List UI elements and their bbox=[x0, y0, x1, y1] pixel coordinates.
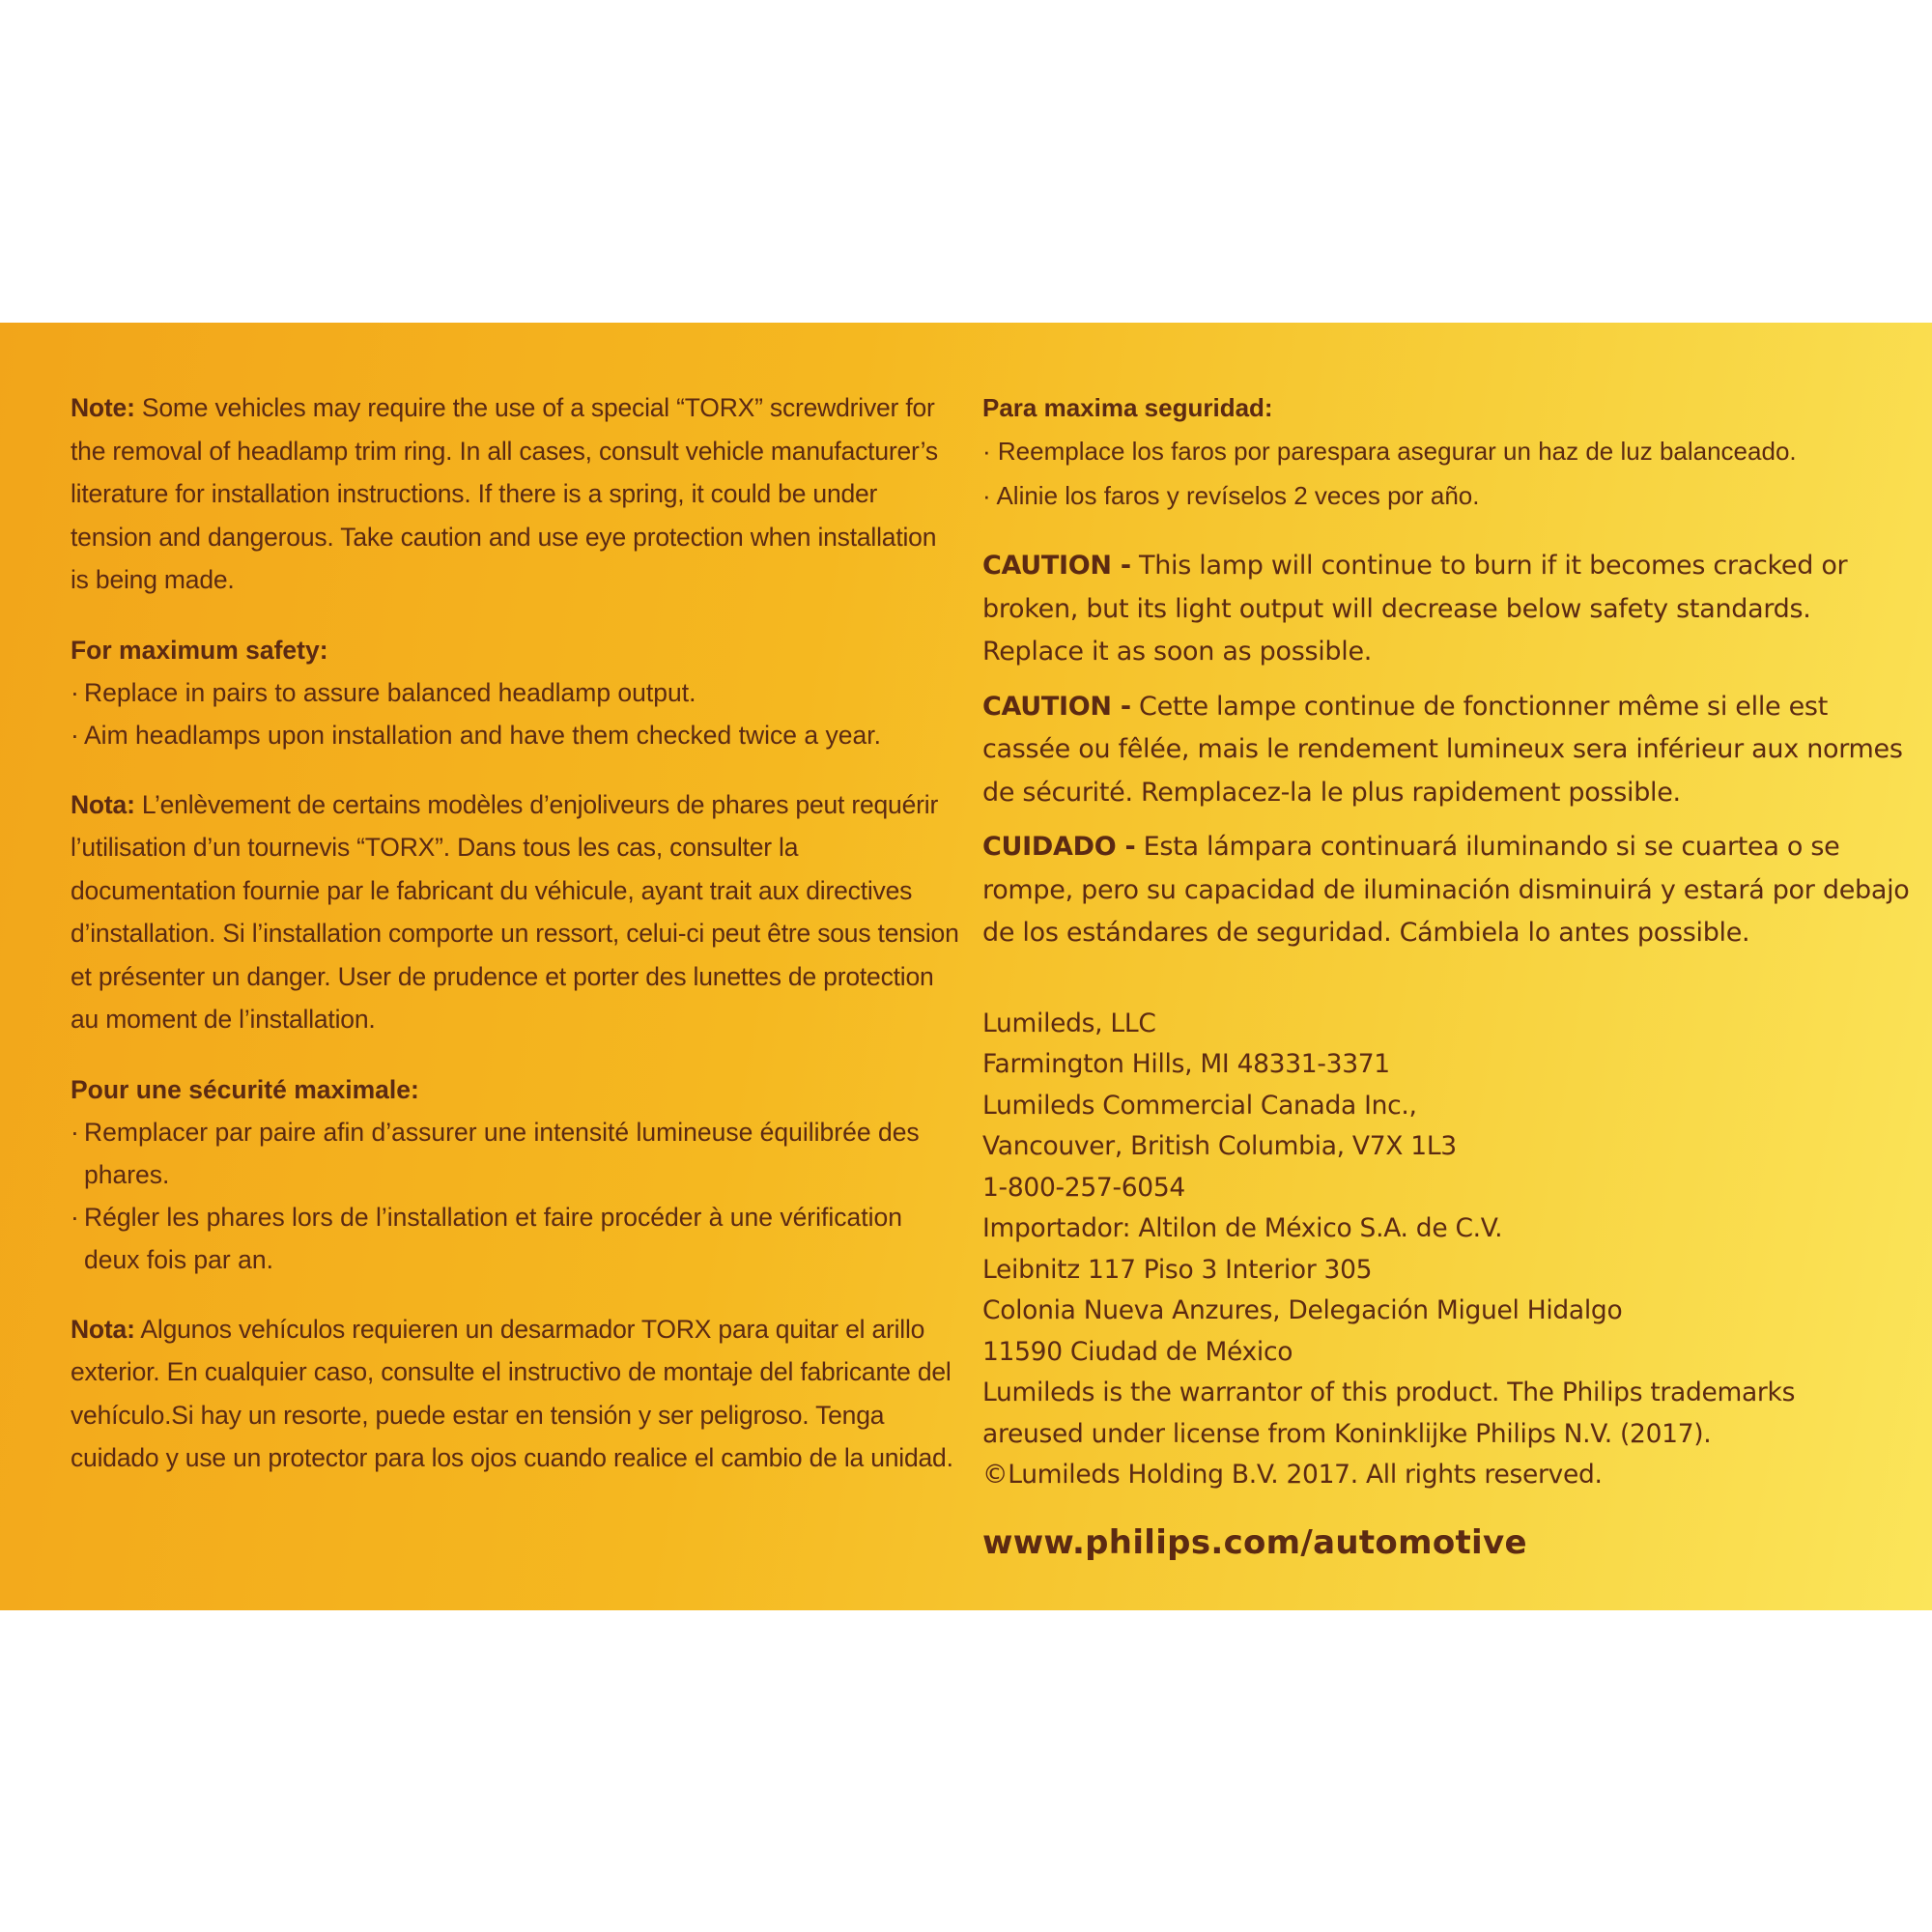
address-line: Vancouver, British Columbia, V7X 1L3 bbox=[982, 1131, 1457, 1161]
spacer bbox=[71, 1281, 959, 1308]
address-line: 11590 Ciudad de México bbox=[982, 1336, 1293, 1367]
phone-number: 1-800-257-6054 bbox=[982, 1172, 1185, 1203]
website-link[interactable]: www.philips.com/automotive bbox=[982, 1522, 1527, 1562]
caution-french bbox=[982, 686, 1910, 815]
spacer bbox=[71, 602, 959, 629]
spacer bbox=[982, 955, 1910, 1004]
safety-english-item: · Replace in pairs to assure balanced headlamp output. bbox=[71, 677, 696, 707]
company-address-block bbox=[982, 1004, 1910, 1496]
cuidado-spanish-text: Esta lámpara continuará iluminando si se cuartea o se rompe, pero su capacidad de iluminación disminuirá y estará por debajo de los estándares de seguridad. Cámbiela lo antes possible. bbox=[982, 832, 1910, 948]
right-column bbox=[982, 386, 1910, 1562]
cuidado-spanish-lead: CUIDADO - bbox=[982, 832, 1136, 862]
address-line: Lumileds, LLC bbox=[982, 1008, 1156, 1038]
spacer bbox=[982, 674, 1910, 686]
safety-french-item: · Régler les phares lors de l’installation et faire procéder à une vérification deux fois par an. bbox=[71, 1202, 902, 1274]
safety-english-heading: For maximum safety: bbox=[71, 635, 328, 665]
warranty-line: areused under license from Koninklijke Philips N.V. (2017). bbox=[982, 1418, 1712, 1449]
spacer bbox=[71, 756, 959, 783]
caution-french-text: Cette lampe continue de fonctionner même si elle est cassée ou fêlée, mais le rendement lumineux sera inférieur aux normes de sécurité. Remplacez-la le plus rapidement possible. bbox=[982, 691, 1903, 808]
note-french-lead: Nota: bbox=[71, 789, 135, 819]
note-english bbox=[71, 386, 959, 602]
note-english-text: Some vehicles may require the use of a special “TORX” screwdriver for the removal of headlamp trim ring. In all cases, consult vehicle manufacturer’s literature for installation instructions. If there is a spring, it could be under tension and dangerous. Take caution and use eye protection when installation is being made. bbox=[71, 393, 938, 594]
note-french bbox=[71, 783, 959, 1041]
address-line: Lumileds Commercial Canada Inc., bbox=[982, 1090, 1417, 1121]
cuidado-spanish bbox=[982, 826, 1910, 955]
address-line: Colonia Nueva Anzures, Delegación Miguel Hidalgo bbox=[982, 1295, 1623, 1325]
address-line: Farmington Hills, MI 48331-3371 bbox=[982, 1049, 1390, 1079]
caution-english-text: This lamp will continue to burn if it becomes cracked or broken, but its light output will decrease below safety standards. Replace it as soon as possible. bbox=[982, 551, 1848, 667]
copyright-line: ©Lumileds Holding B.V. 2017. All rights reserved. bbox=[982, 1460, 1603, 1490]
note-spanish bbox=[71, 1308, 959, 1480]
safety-spanish-item: · Reemplace los faros por parespara asegurar un haz de luz balanceado. bbox=[982, 437, 1797, 466]
note-spanish-lead: Nota: bbox=[71, 1314, 135, 1344]
spacer bbox=[982, 518, 1910, 545]
left-column bbox=[71, 386, 959, 1480]
warranty-line: Lumileds is the warrantor of this product. The Philips trademarks bbox=[982, 1378, 1796, 1407]
caution-french-lead: CAUTION - bbox=[982, 691, 1131, 722]
safety-french-item: · Remplacer par paire afin d’assurer une intensité lumineuse équilibrée des phares. bbox=[71, 1117, 920, 1189]
instruction-sheet bbox=[0, 323, 1932, 1610]
address-line: Leibnitz 117 Piso 3 Interior 305 bbox=[982, 1254, 1373, 1285]
safety-spanish-heading: Para maxima seguridad: bbox=[982, 393, 1273, 422]
safety-spanish-item: · Alinie los faros y revíselos 2 veces por año. bbox=[982, 481, 1480, 510]
note-spanish-text: Algunos vehículos requieren un desarmador TORX para quitar el arillo exterior. En cualquier caso, consulte el instructivo de montaje del fabricante del vehículo.Si hay un resorte, puede estar en tensión y ser peligroso. Tenga cuidado y use un protector para los ojos cuando realice el cambio de la unidad. bbox=[71, 1314, 953, 1472]
spacer bbox=[71, 1041, 959, 1068]
address-line: Importador: Altilon de México S.A. de C.V. bbox=[982, 1213, 1503, 1243]
note-english-lead: Note: bbox=[71, 393, 135, 422]
safety-english-item: · Aim headlamps upon installation and have them checked twice a year. bbox=[71, 720, 881, 750]
note-french-text: L’enlèvement de certains modèles d’enjoliveurs de phares peut requérir l’utilisation d’un tournevis “TORX”. Dans tous les cas, consulter la documentation fournie par le fabricant du véhicule, ayant trait aux directives d’installation. Si l’installation comporte un ressort, celui-ci peut être sous tension et présenter un danger. User de prudence et porter des lunettes de protection au moment de l’installation. bbox=[71, 789, 959, 1034]
spacer bbox=[982, 814, 1910, 826]
safety-french-heading: Pour une sécurité maximale: bbox=[71, 1074, 419, 1104]
caution-english-lead: CAUTION - bbox=[982, 551, 1131, 581]
caution-english bbox=[982, 545, 1910, 674]
